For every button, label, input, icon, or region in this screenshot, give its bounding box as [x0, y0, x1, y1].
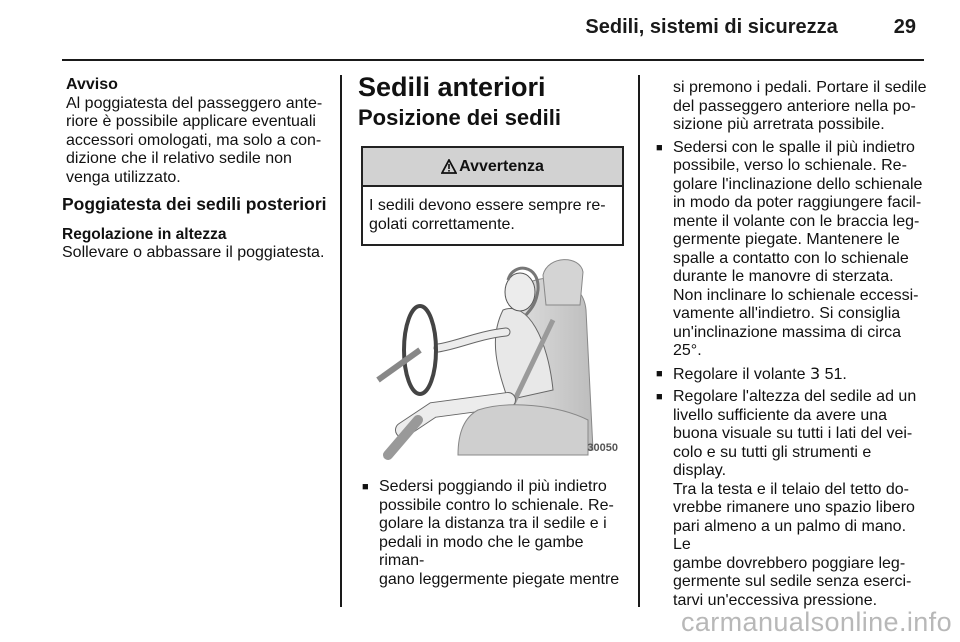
warning-body: I sedili devono essere sempre re- golati correttamente.: [369, 197, 606, 233]
bullet-marker: ■: [656, 141, 663, 154]
bullet-text: Sedersi con le spalle il più indietro possibile, verso lo schienale. Re- golare l'inclinazione dello schienale in modo da poter raggiungere facil- mente il volante con le braccia leg- germente piegate. Mantenere le spalle a contatto con lo schienale durante le manovre di sterzata. Non inclinare lo schienale eccessi- vamente all'indietro. Si consiglia un'inclinazione massima di circa 25°.: [673, 138, 923, 359]
bullet-text: [673, 365, 928, 385]
middle-bullets: [362, 478, 628, 589]
page-number: 29: [893, 16, 916, 38]
figure-number: 30050: [587, 442, 618, 454]
bullet-item: [656, 139, 928, 361]
left-column: [62, 76, 334, 263]
page-title: Sedili anteriori: [358, 72, 546, 102]
section-subtitle: Posizione dei sedili: [358, 104, 561, 130]
column-divider-2: [638, 75, 640, 607]
header-title: Sedili, sistemi di sicurezza: [585, 16, 838, 38]
warning-box: [361, 146, 624, 246]
right-column: [656, 79, 928, 610]
subsection-title: Regolazione in altezza: [62, 225, 227, 243]
column-divider-1: [340, 75, 342, 607]
bullet-item: [362, 478, 628, 589]
continued-text: si premono i pedali. Portare il sedile del passeggero anteriore nella po- sizione più arretrata possibile.: [673, 79, 927, 133]
notice-box: [62, 76, 334, 187]
page-header: [585, 16, 916, 39]
warning-header: [363, 148, 622, 187]
bullet-text-main: Regolare il volante: [673, 365, 810, 383]
warning-icon: [441, 159, 457, 174]
bullet-marker: ■: [656, 367, 663, 380]
warning-title: Avvertenza: [459, 157, 544, 175]
bullet-item: [656, 388, 928, 610]
page-reference-number: 51.: [820, 365, 847, 383]
bullet-marker: ■: [656, 391, 663, 403]
watermark: carmanualsonline.info: [680, 607, 952, 637]
bullet-text: Sedersi poggiando il più indietro possibile contro lo schienale. Re- golare la distanza tra il sedile e i pedali in modo che le gambe riman- gano leggermente piegate mentre: [379, 478, 620, 588]
page-reference-icon: 3: [809, 363, 821, 383]
section-title: Poggiatesta dei sedili posteriori: [62, 194, 327, 214]
notice-title: Avviso: [66, 76, 118, 93]
notice-body: Al poggiatesta del passeggero ante- riore è possibile applicare eventuali accessori omologati, ma solo a con- dizione che il relativo sedile non venga utilizzato.: [66, 94, 323, 186]
bullet-marker: ■: [362, 481, 369, 493]
subsection-body: Sollevare o abbassare il poggiatesta.: [62, 244, 325, 261]
seat-position-illustration: [358, 250, 624, 462]
middle-column: [358, 72, 628, 130]
bullet-text: Regolare l'altezza del sedile ad un livello sufficiente da avere una buona visuale su tutti i lati del vei- colo e su tutti gli strumenti e display. Tra la testa e il telaio del tetto do- vrebbe rimanere uno spazio libero pari almeno a un palmo di mano. Le gambe dovrebbero poggiare leg- germente sul sedile senza eserci- tarvi un'eccessiva pressione.: [673, 388, 917, 609]
header-divider: [62, 59, 924, 61]
bullet-item: [656, 365, 928, 385]
